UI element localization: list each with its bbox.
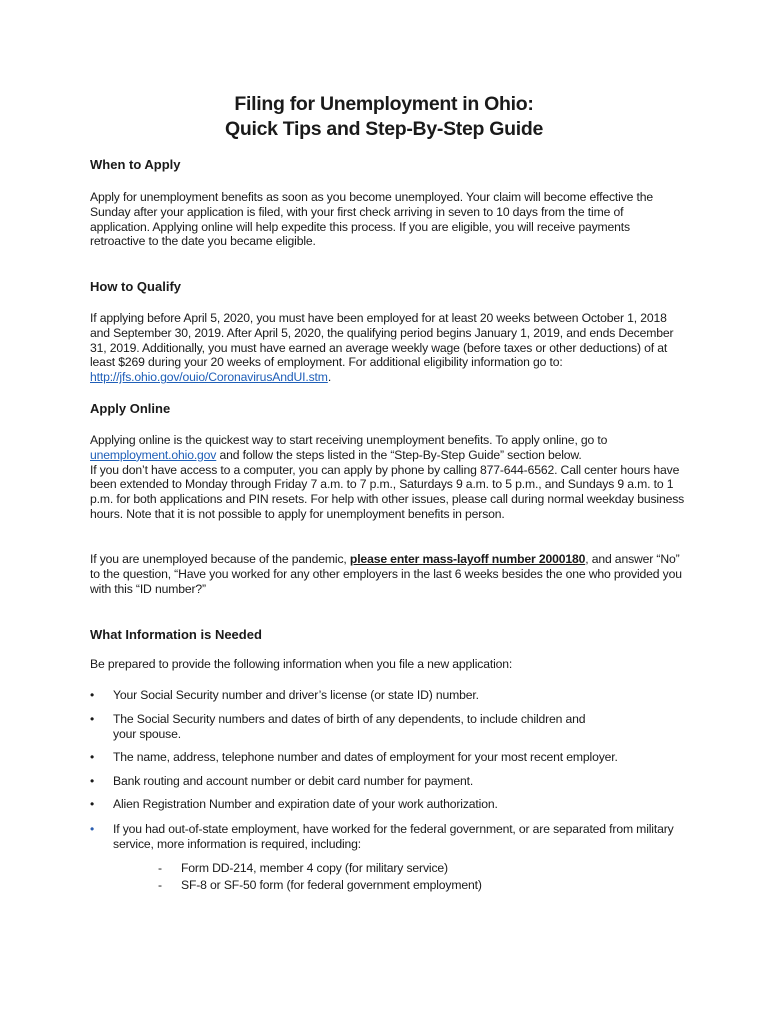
how-to-qualify-body: If applying before April 5, 2020, you must have been employed for at least 20 weeks between October 1, 2018 and September 30, 2019. After April 5, 2020, the qualifying period begins January 1, 2019, and ends December 31, 2019. Additionally, you must have earned an average weekly wage (before taxes or other deductions) of at least $269 during your 20 weeks of employment. For additional eligibility information go to: — [90, 311, 674, 370]
bullet-icon: • — [90, 688, 95, 702]
title-line-2: Quick Tips and Step-By-Step Guide — [224, 118, 544, 140]
dash-icon: - — [158, 878, 162, 892]
pandemic-note — [90, 552, 685, 596]
apply-by-phone-text: If you don’t have access to a computer, you can apply by phone by calling 877-644-6562. Call center hours have been extended to Monday through Friday 7 a.m. to 7 p.m., Saturdays 9 a.m. to 5 p.m., and Sundays 9 a.m. to 1 p.m. for both applications and PIN resets. For help with other issues, please call during normal weekday business hours. Note that it is not possible to apply for unemployment benefits in person. — [90, 462, 685, 521]
list-item-text: The name, address, telephone number and dates of employment for your most recent employer. — [113, 750, 618, 764]
apply-online-steps: and follow the steps listed in the “Step-By-Step Guide” section below. — [216, 447, 582, 462]
list-item-text: The Social Security numbers and dates of birth of any dependents, to include children and your spouse. — [113, 712, 586, 741]
list-item-text: Alien Registration Number and expiration date of your work authorization. — [113, 797, 498, 811]
how-to-qualify-end: . — [327, 370, 332, 385]
apply-online-intro: Applying online is the quickest way to start receiving unemployment benefits. To apply online, go to — [90, 433, 608, 447]
bullet-icon: • — [90, 774, 95, 788]
information-needed-intro: Be prepared to provide the following information when you file a new application: — [90, 657, 513, 671]
list-item-text: Bank routing and account number or debit card number for payment. — [113, 774, 474, 788]
list-item-text: Your Social Security number and driver’s license (or state ID) number. — [113, 688, 479, 702]
sub-list-item-text: Form DD-214, member 4 copy (for military service) — [181, 861, 448, 875]
information-needed-heading: What Information is Needed — [90, 627, 262, 642]
list-item-text: If you had out-of-state employment, have worked for the federal government, or are separated from military service, more information is required, including: — [113, 822, 674, 851]
pandemic-note-intro: If you are unemployed because of the pandemic, — [90, 552, 350, 566]
bullet-icon: • — [90, 822, 95, 836]
when-to-apply-text: Apply for unemployment benefits as soon as you become unemployed. Your claim will become effective the Sunday after your application is filed, with your first check arriving in seven to 10 days from the time of application. Applying online will help expedite this process. If you are eligible, you will receive payments retroactive to the date you became eligible. — [90, 190, 654, 249]
apply-online-text — [90, 433, 685, 522]
title-line-1: Filing for Unemployment in Ohio: — [234, 93, 534, 115]
sub-list-item-text: SF-8 or SF-50 form (for federal government employment) — [181, 878, 482, 892]
apply-online-heading: Apply Online — [90, 401, 171, 416]
unemployment-ohio-link[interactable]: unemployment.ohio.gov — [90, 447, 217, 462]
how-to-qualify-text — [90, 311, 685, 385]
mass-layoff-number: please enter mass-layoff number 2000180 — [349, 552, 586, 566]
how-to-qualify-heading: How to Qualify — [90, 279, 181, 294]
dash-icon: - — [158, 861, 162, 875]
when-to-apply-heading: When to Apply — [90, 157, 181, 172]
eligibility-info-link[interactable]: http://jfs.ohio.gov/ouio/CoronavirusAndUI.stm — [90, 370, 328, 385]
bullet-icon: • — [90, 797, 95, 811]
pandemic-note-instructions: , and answer “No” to the question, “Have you worked for any other employers in the last 6 weeks besides the one who provided you with this “ID number?” — [90, 552, 682, 596]
page-title — [0, 92, 768, 142]
bullet-icon: • — [90, 712, 95, 726]
bullet-icon: • — [90, 750, 95, 764]
